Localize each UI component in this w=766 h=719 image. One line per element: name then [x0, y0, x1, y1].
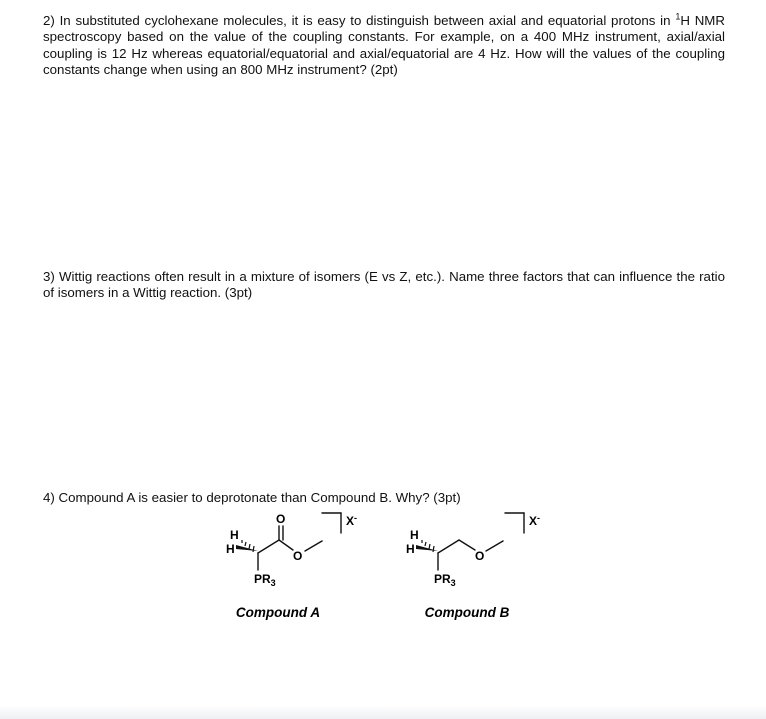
compound-a-phosphonium — [254, 572, 276, 588]
compound-b-bond-o-me — [486, 541, 503, 551]
compound-a-caption: Compound A — [235, 605, 321, 620]
question-2-superscript: 1 — [675, 11, 681, 22]
question-2-text-start: 2) In substituted cyclohexane molecules, it is easy to distinguish between axial and equatorial protons in — [43, 13, 676, 28]
question-4-text: 4) Compound A is easier to deprotonate than Compound B. Why? (3pt) — [43, 490, 461, 505]
compound-a-counterion — [346, 513, 357, 528]
compound-a-pr-subscript: 3 — [270, 578, 276, 588]
compound-b-bond-c2-o — [459, 540, 475, 550]
compound-b-bond-c1-c2 — [438, 540, 459, 553]
compound-b-x: X — [529, 514, 538, 528]
compound-a-pr: PR — [254, 572, 271, 586]
compound-a-bond-c1-c2 — [258, 540, 279, 553]
compound-a-bond-c2-o — [279, 540, 293, 550]
compound-b-wedge-bond — [416, 545, 438, 551]
compound-a-h-top: H — [230, 528, 239, 542]
compound-b-h-left: H — [406, 542, 415, 556]
compound-b-x-charge: - — [537, 513, 541, 523]
compound-a-x: X — [346, 514, 355, 528]
compound-b-phosphonium — [434, 572, 456, 588]
compound-a-wedge-bond — [236, 545, 258, 551]
question-3-text: 3) Wittig reactions often result in a mixture of isomers (E vs Z, etc.). Name three factors that can influence the ratio of isomers in a Wittig reaction. (3pt) — [43, 269, 725, 301]
question-2-text-end: H NMR spectroscopy based on the value of the coupling constants. For example, on a 400 MHz instrument, axial/axial coupling is 12 Hz whereas equatorial/equatorial and axial/equatorial are 4 Hz. How will the values of the coupling constants change when using an 800 MHz instrument? (2pt) — [43, 13, 725, 78]
compound-b-pr-subscript: 3 — [450, 578, 456, 588]
compound-b-h-top: H — [410, 528, 419, 542]
compound-b-counterion — [529, 513, 540, 528]
compound-a-h-left: H — [226, 542, 235, 556]
compound-a-bond-o-me — [305, 541, 322, 551]
compound-b-pr: PR — [434, 572, 451, 586]
compound-a-ether-o: O — [293, 549, 303, 563]
compound-b-caption: Compound B — [424, 605, 510, 620]
compound-a-x-charge: - — [354, 513, 358, 523]
page-bottom-edge — [0, 705, 766, 719]
compound-a-carbonyl-o: O — [276, 512, 286, 526]
compound-b-ether-o: O — [475, 549, 485, 563]
